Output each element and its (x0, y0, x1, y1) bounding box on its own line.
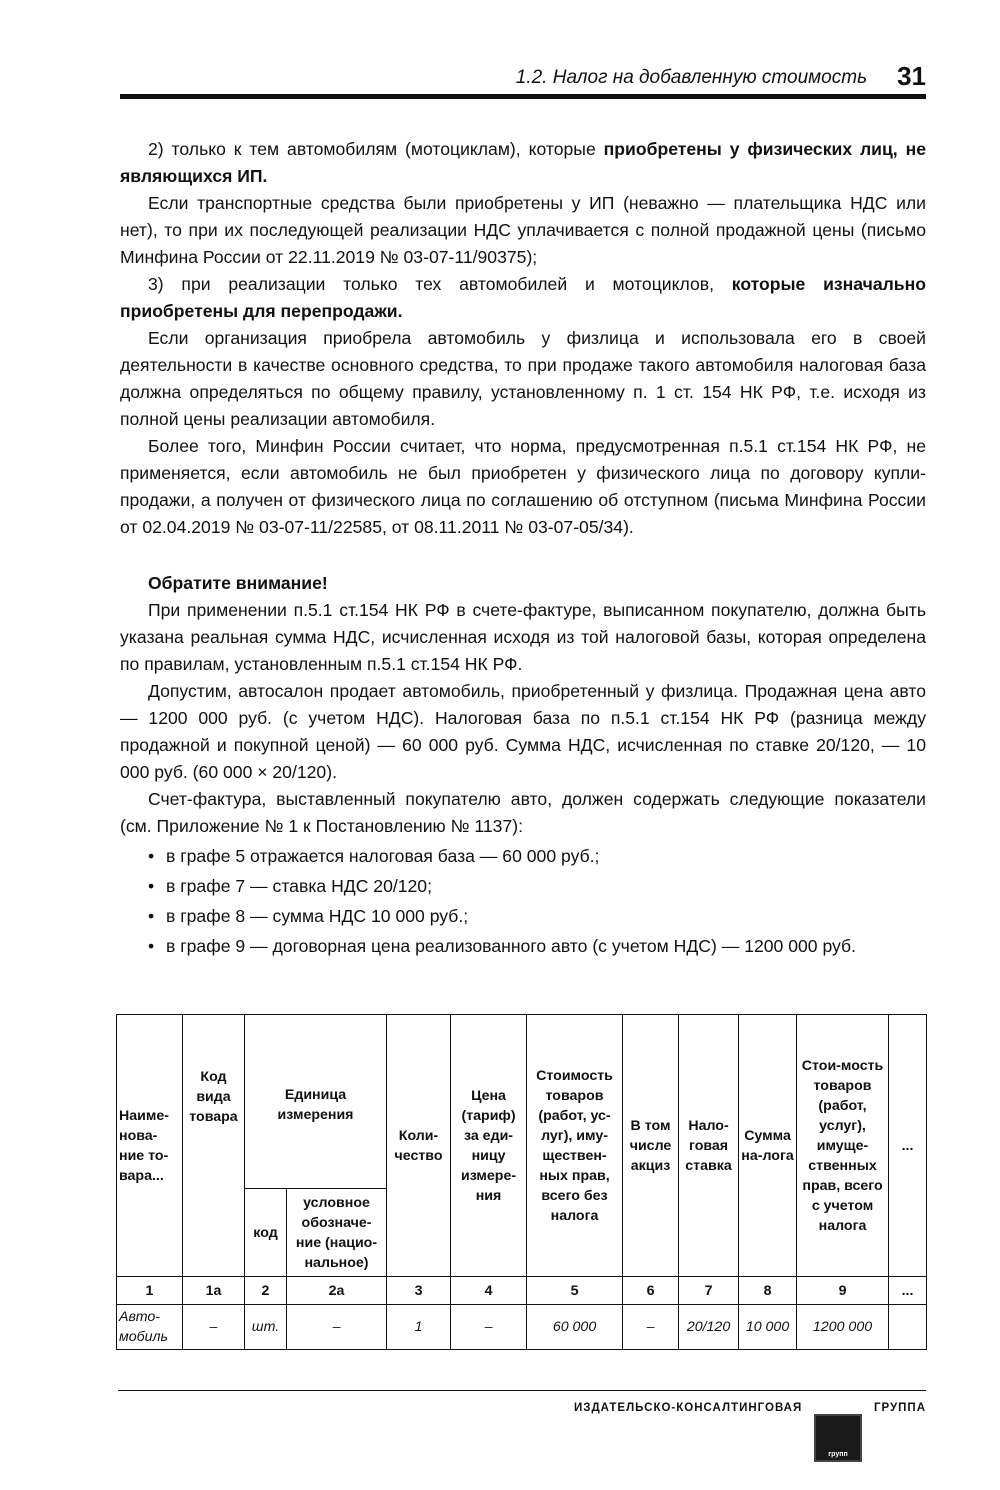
cell-kind-code: – (183, 1305, 245, 1350)
paragraph-2: Если транспортные средства были приобретены у ИП (неважно — плательщика НДС или нет), то при их последующей реализации НДС уплачивается с полной продажной цены (письмо Минфина России от 22.11.2019 № 03-07-11/90375); (120, 193, 926, 267)
list-item: • в графе 5 отражается налоговая база — 60 000 руб.; (120, 843, 926, 870)
header-quantity: Коли-чество (387, 1015, 451, 1277)
column-number: 4 (451, 1277, 527, 1305)
column-numbers-row (117, 1277, 927, 1305)
column-number: 5 (527, 1277, 623, 1305)
emphasis: приобретены у физических лиц, не являющихся ИП. (120, 139, 926, 186)
publisher-group: ГРУППА (873, 1402, 926, 1414)
paragraph-6: При применении п.5.1 ст.154 НК РФ в счете-фактуре, выписанном покупателю, должна быть указана реальная сумма НДС, исчисленная исходя из той налоговой базы, которая определена по правилам, установленным п.5.1 ст.154 НК РФ. (120, 600, 926, 674)
header-cost-no-tax: Стоимость товаров (работ, ус-луг), иму-ществен-ных прав, всего без налога (527, 1015, 623, 1277)
cell-quantity: 1 (387, 1305, 451, 1350)
page-number: 31 (897, 61, 926, 91)
header-unit-symbol: условное обозначе-ние (нацио-нальное) (287, 1189, 387, 1277)
bullet-list (120, 843, 926, 960)
column-number: 2 (245, 1277, 287, 1305)
column-number: 6 (623, 1277, 679, 1305)
paragraph-7: Допустим, автосалон продает автомобиль, приобретенный у физлица. Продажная цена авто — 1200 000 руб. (с учетом НДС). Налоговая база по п.5.1 ст.154 НК РФ (разница между продажной и покупной ценой) — 60 000 руб. Сумма НДС, исчисленная по ставке 20/120, — 10 000 руб. (60 000 × 20/120). (120, 681, 926, 782)
cell-unit-code: шт. (245, 1305, 287, 1350)
running-header (120, 58, 926, 99)
emphasis: которые изначально приобретены для перепродажи. (120, 274, 926, 321)
column-number: 1а (183, 1277, 245, 1305)
header-more: ... (889, 1015, 927, 1277)
publisher-logo-icon (814, 1414, 862, 1462)
cell-name: Авто-мобиль (117, 1305, 183, 1350)
cell-cost-with-tax: 1200 000 (797, 1305, 889, 1350)
list-item: • в графе 7 — ставка НДС 20/120; (120, 873, 926, 900)
list-item: • в графе 8 — сумма НДС 10 000 руб.; (120, 903, 926, 930)
cell-tax-rate: 20/120 (679, 1305, 739, 1350)
cell-more (889, 1305, 927, 1350)
column-number: 1 (117, 1277, 183, 1305)
paragraph-1: 2) только к тем автомобилям (мотоциклам), которые приобретены у физических лиц, не являющихся ИП. (120, 139, 926, 186)
column-number: 3 (387, 1277, 451, 1305)
invoice-table (116, 1014, 927, 1350)
cell-cost-no-tax: 60 000 (527, 1305, 623, 1350)
paragraph-3: 3) при реализации только тех автомобилей и мотоциклов, которые изначально приобретены для перепродажи. (120, 274, 926, 321)
footer-divider (118, 1390, 926, 1391)
column-number: 9 (797, 1277, 889, 1305)
header-kind-code: Код вида товара (183, 1015, 245, 1277)
header-cost-with-tax: Стои-мость товаров (работ, услуг), имуще-ственных прав, всего с учетом налога (797, 1015, 889, 1277)
list-item: • в графе 9 — договорная цена реализованного авто (с учетом НДС) — 1200 000 руб. (120, 933, 926, 960)
header-tax-amount: Сумма на-лога (739, 1015, 797, 1277)
cell-unit-symbol: – (287, 1305, 387, 1350)
header-unit-code: код (245, 1189, 287, 1277)
paragraph-8: Счет-фактура, выставленный покупателю авто, должен содержать следующие показатели (см. Приложение № 1 к Постановлению № 1137): (120, 789, 926, 836)
column-number: ... (889, 1277, 927, 1305)
note-title: Обратите внимание! (148, 573, 328, 593)
paragraph-5: Более того, Минфин России считает, что норма, предусмотренная п.5.1 ст.154 НК РФ, не применяется, если автомобиль не был приобретен у физического лица по договору купли-продажи, а получен от физического лица по соглашению об отступном (письма Минфина России от 02.04.2019 № 03-07-11/22585, от 08.11.2011 № 03-07-05/34). (120, 436, 926, 537)
column-number: 8 (739, 1277, 797, 1305)
header-price: Цена (тариф) за еди-ницу измере-ния (451, 1015, 527, 1277)
paragraph-4: Если организация приобрела автомобиль у физлица и использовала его в своей деятельности в качестве основного средства, то при продаже такого автомобиля налоговая база должна определяться по общему правилу, установленному п. 1 ст. 154 НК РФ, т.е. исходя из полной цены реализации автомобиля. (120, 328, 926, 429)
body-text (120, 136, 926, 960)
header-name: Наиме-нова-ние то-вара... (117, 1015, 183, 1277)
cell-price: – (451, 1305, 527, 1350)
table-row (117, 1305, 927, 1350)
header-tax-rate: Нало-говая ставка (679, 1015, 739, 1277)
section-title: 1.2. Налог на добавленную стоимость (515, 67, 868, 88)
cell-tax-amount: 10 000 (739, 1305, 797, 1350)
cell-excise: – (623, 1305, 679, 1350)
logo-text: групп (828, 1451, 848, 1458)
column-number: 7 (679, 1277, 739, 1305)
publisher-name: ИЗДАТЕЛЬСКО-КОНСАЛТИНГОВАЯ (574, 1402, 803, 1414)
header-excise: В том числе акциз (623, 1015, 679, 1277)
column-number: 2а (287, 1277, 387, 1305)
header-unit: Единица измерения (245, 1015, 387, 1189)
